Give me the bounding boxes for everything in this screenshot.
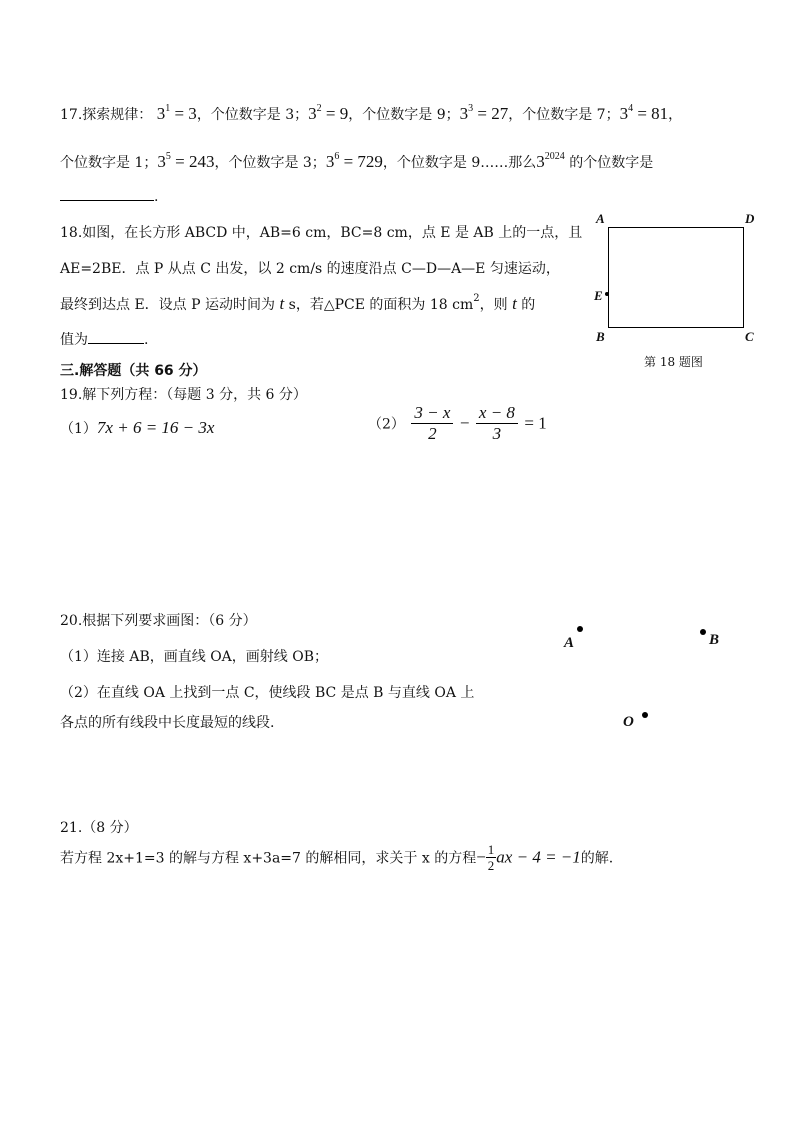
q21-body: 若方程 2x+1=3 的解与方程 x+3a=7 的解相同，求关于 x 的方程− $\frac{1}{2}$ ax − 4 = −1的解. [60, 842, 614, 873]
q19-part-1: （1）7x + 6 = 16 − 3x [60, 418, 215, 437]
q19-equation-1: 7x + 6 = 16 − 3x [96, 418, 215, 437]
fig18-caption: 第 18 题图 [644, 355, 703, 369]
fig18-label-b: B [596, 329, 605, 344]
q18-answer-blank[interactable] [88, 330, 144, 344]
q21-fraction: $\frac{1}{2}$ [487, 842, 495, 873]
q20-step-1: （1）连接 AB，画直线 OA，画射线 OB； [60, 649, 329, 665]
q20-step-3: 各点的所有线段中长度最短的线段. [60, 715, 275, 731]
fig18-label-d: D [745, 211, 755, 226]
point-o-dot [642, 712, 648, 718]
point-a-label: A [564, 635, 575, 651]
q18-line-2: AE=2BE．点 P 从点 C 出发，以 2 cm/s 的速度沿点 C—D—A—E 匀速运动， [60, 261, 560, 277]
point-e-dot [605, 292, 609, 296]
q18-line-4: 值为 . [60, 332, 149, 348]
q17-line-2: 个位数字是 1；$3^5 = 243$，个位数字是 3；$3^6 = 729$，个位数字是 9……那么$3^{2024}$ 的个位数字是 [60, 151, 654, 171]
q19-fraction-1: $\frac{3 - x}{2}$ [411, 403, 453, 444]
point-a-dot [577, 626, 583, 632]
point-b-label: B [709, 632, 720, 648]
point-o-label: O [623, 714, 634, 730]
q19-part-2: （2） $\frac{3 - x}{2}$ − $\frac{x - 8}{3}$ = 1 [368, 403, 547, 443]
rectangle-abcd [608, 227, 744, 328]
q17-line-1: 17.探索规律： $3^1 = 3$，个位数字是 3；$3^2 = 9$，个位数字是 9；$3^3 = 27$，个位数字是 7；$3^4 = 81$， [60, 103, 683, 123]
q19-heading: 19.解下列方程：（每题 3 分，共 6 分） [60, 387, 307, 403]
q20-step-2: （2）在直线 OA 上找到一点 C，使线段 BC 是点 B 与直线 OA 上 [60, 685, 475, 701]
fig18-label-e: E [594, 288, 603, 303]
fig18-label-c: C [745, 329, 754, 344]
q21-heading: 21.（8 分） [60, 820, 138, 836]
fig18-label-a: A [596, 211, 605, 226]
point-b-dot [700, 629, 706, 635]
q17-answer-blank[interactable]: . [60, 186, 158, 205]
q18-line-3: 最终到达点 E．设点 P 运动时间为 t s，若△PCE 的面积为 18 $cm^2$，则 t 的 [60, 293, 536, 313]
q19-fraction-2: $\frac{x - 8}{3}$ [476, 403, 518, 444]
section-3-heading: 三.解答题（共 66 分） [60, 363, 207, 379]
q20-heading: 20.根据下列要求画图：（6 分） [60, 613, 257, 629]
q18-line-1: 18.如图，在长方形 ABCD 中，AB=6 cm，BC=8 cm，点 E 是 AB 上的一点，且 [60, 225, 583, 241]
